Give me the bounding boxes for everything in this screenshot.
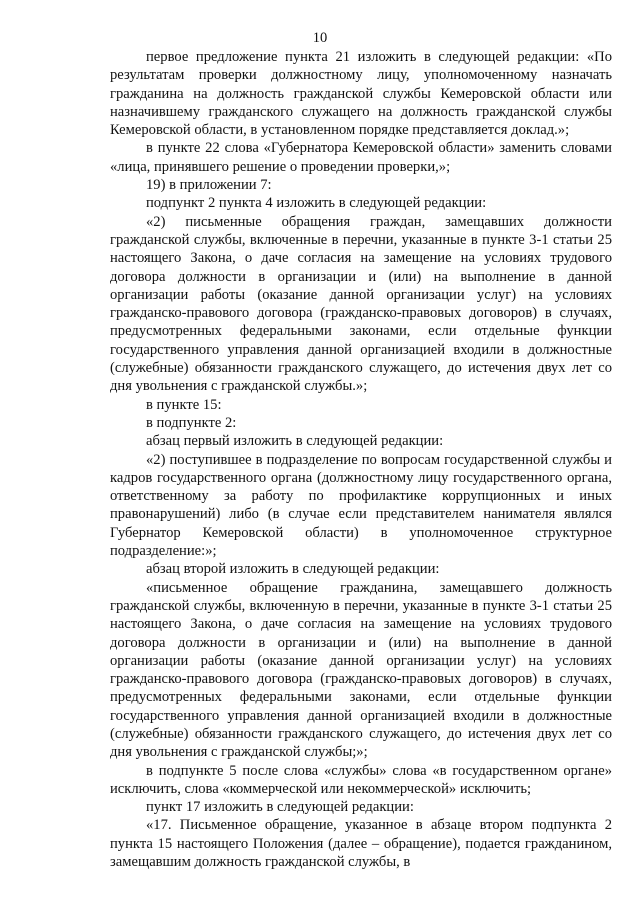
paragraph-item-17-heading: пункт 17 изложить в следующей редакции: xyxy=(146,799,414,816)
paragraph-appendix-7-heading: 19) в приложении 7: xyxy=(146,177,272,194)
paragraph-subitem-2: в подпункте 2: xyxy=(146,414,237,431)
paragraph-second-abzac-heading: абзац второй изложить в следующей редакции: xyxy=(146,561,440,578)
paragraph-subitem-2-text: «2) письменные обращения граждан, замещавших должности гражданской службы, включенные в перечни, указанные в пункте 3-1 статьи 25 настоящего Закона, о даче согласия на замещение на условиях трудового договора должности в организации и (или) на выполнение в данной организации работы (оказание данной организации услуг) на условиях гражданско-правового договора (гражданско-правовых договоров) в случаях, предусмотренных федеральными законами, если отдельные функции государственного управления данной организацией входили в должностные (служебные) обязанности гражданского служащего, до истечения двух лет со дня увольнения с гражданской службы.»; xyxy=(110,213,612,395)
paragraph-item-21-amendment: первое предложение пункта 21 изложить в следующей редакции: «По результатам проверки должностному лицу, уполномоченному назначать гражданина на должность гражданской службы Кемеровской области или назначившему гражданского служащего на должность гражданской службы Кемеровской области, в установленном порядке представляется доклад.»; xyxy=(110,49,612,139)
paragraph-first-abzac-heading: абзац первый изложить в следующей редакции: xyxy=(146,433,444,450)
page-number: 10 xyxy=(312,30,328,46)
paragraph-first-abzac-text: «2) поступившее в подразделение по вопросам государственной службы и кадров государственного органа (должностному лицу государственного органа, ответственному за работу по профилактике коррупционных и иных правонарушений) либо (в случае если представителем нанимателя являлся Губернатор Кемеровской области) в уполномоченное структурное подразделение:»; xyxy=(110,451,612,560)
paragraph-second-abzac-text: «письменное обращение гражданина, замещавшего должность гражданской службы, включенную в перечни, указанные в пункте 3-1 статьи 25 настоящего Закона, о даче согласия на замещение на условиях трудового договора должности в организации и (или) на выполнение в данной организации работы (оказание данной организации услуг) на условиях гражданско-правового договора (гражданско-правовых договоров) в случаях, предусмотренных федеральными законами, если отдельные функции государственного управления данной организацией входили в должностные (служебные) обязанности гражданского служащего, до истечения двух лет со дня увольнения с гражданской службы;»; xyxy=(110,579,612,761)
paragraph-item-22-amendment: в пункте 22 слова «Губернатора Кемеровской области» заменить словами «лица, принявшего решение о проведении проверки,»; xyxy=(110,140,612,175)
paragraph-subitem-2-item-4: подпункт 2 пункта 4 изложить в следующей редакции: xyxy=(146,195,487,212)
paragraph-item-17-text: «17. Письменное обращение, указанное в абзаце втором подпункта 2 пункта 15 настоящего Положения (далее – обращение), подается гражданином, замещавшим должность гражданской службы, в xyxy=(110,817,612,871)
document-body xyxy=(110,48,612,871)
paragraph-item-15: в пункте 15: xyxy=(146,396,222,413)
paragraph-subitem-5: в подпункте 5 после слова «службы» слова «в государственном органе» исключить, слова «коммерческой или некоммерческой» исключить; xyxy=(110,762,612,797)
